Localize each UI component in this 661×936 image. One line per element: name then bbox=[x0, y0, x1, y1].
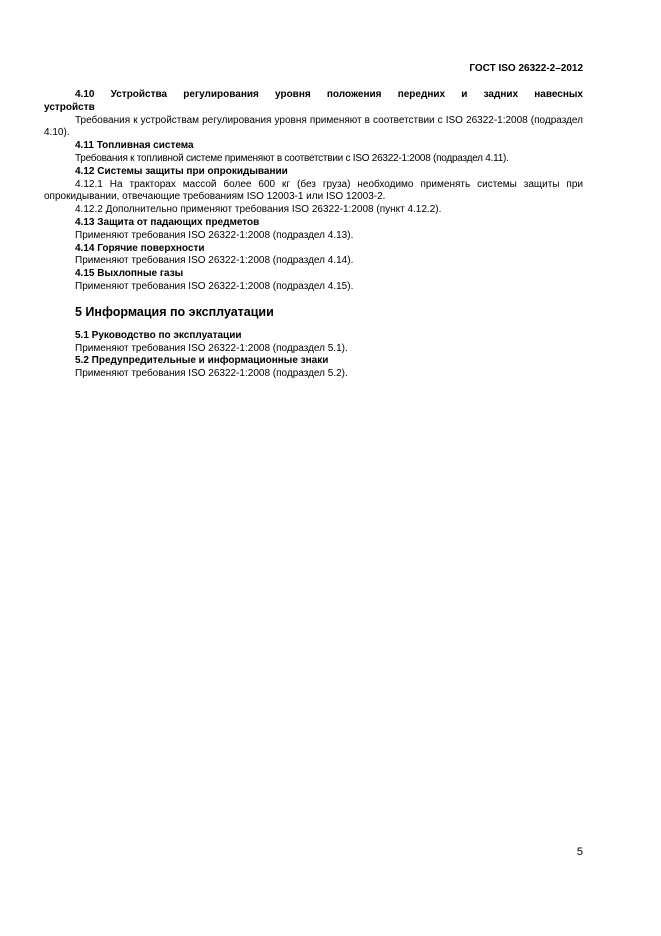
heading-4-14: 4.14 Горячие поверхности bbox=[75, 242, 205, 254]
document-code-header: ГОСТ ISO 26322-2–2012 bbox=[469, 63, 583, 74]
paragraph-5-2: Применяют требования ISO 26322-1:2008 (подраздел 5.2). bbox=[75, 368, 348, 380]
heading-4-12: 4.12 Системы защиты при опрокидывании bbox=[75, 165, 288, 177]
paragraph-4-10: Требования к устройствам регулирования уровня применяют в соответствии с ISO 26322-1:2008 (подраздел 4.10). bbox=[44, 114, 583, 139]
document-body bbox=[44, 89, 583, 381]
heading-4-11: 4.11 Топливная система bbox=[75, 140, 194, 152]
section-spacer bbox=[44, 320, 583, 330]
paragraph-4-13: Применяют требования ISO 26322-1:2008 (подраздел 4.13). bbox=[75, 229, 354, 241]
paragraph-4-12-1: 4.12.1 На тракторах массой более 600 кг (без груза) необходимо применять системы защиты при опрокидывании, отвечающие требованиям ISO 12003-1 или ISO 12003-2. bbox=[44, 178, 583, 203]
paragraph-4-12-2: 4.12.2 Дополнительно применяют требования ISO 26322-1:2008 (пункт 4.12.2). bbox=[75, 204, 442, 216]
paragraph-4-15: Применяют требования ISO 26322-1:2008 (подраздел 4.15). bbox=[75, 280, 354, 292]
section-5-title: 5 Информация по эксплуатации bbox=[75, 304, 274, 319]
heading-4-10-line2: устройств bbox=[44, 101, 95, 113]
paragraph-4-11: Требования к топливной системе применяют в соответствии с ISO 26322-1:2008 (подраздел 4.11). bbox=[75, 152, 509, 164]
heading-5-2: 5.2 Предупредительные и информационные знаки bbox=[75, 355, 329, 367]
heading-5-1: 5.1 Руководство по эксплуатации bbox=[75, 329, 242, 341]
paragraph-4-14: Применяют требования ISO 26322-1:2008 (подраздел 4.14). bbox=[75, 255, 354, 267]
heading-4-15: 4.15 Выхлопные газы bbox=[75, 268, 184, 280]
page-number: 5 bbox=[576, 846, 583, 858]
heading-4-13: 4.13 Защита от падающих предметов bbox=[75, 216, 260, 228]
paragraph-5-1: Применяют требования ISO 26322-1:2008 (подраздел 5.1). bbox=[75, 342, 348, 354]
heading-4-10-line1: 4.10 Устройства регулирования уровня положения передних и задних навесных bbox=[75, 89, 583, 100]
